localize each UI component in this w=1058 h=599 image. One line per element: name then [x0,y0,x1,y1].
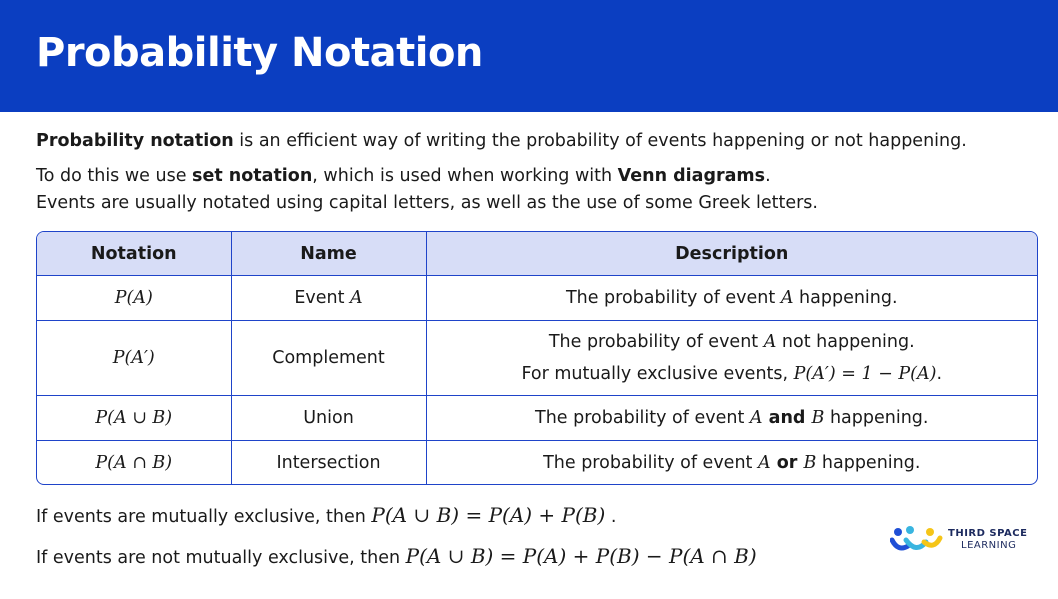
desc-text-b: not happening. [776,332,915,352]
table-row [37,276,1037,321]
term-probability-notation: Probability notation [36,131,234,151]
desc2-text-a: For mutually exclusive events, [521,364,794,384]
page-title: Probability Notation [36,30,483,76]
desc-math: A [780,288,794,308]
third-space-learning-logo [890,524,1030,556]
term-venn-diagrams: Venn diagrams [617,166,766,186]
intro-p1-text: is an efficient way of writing the probability of events happening or not happening. [233,131,967,151]
desc-text-a: The probability of event [535,408,750,428]
desc-math-2: B [811,408,825,428]
desc-text-b: happening. [824,408,929,428]
intro-paragraph-2 [36,163,1046,190]
name-math: A [350,288,363,308]
desc-text-a: The probability of event [548,332,764,352]
description-cell [426,441,1037,486]
intro-paragraph-1 [36,128,1046,155]
notation-formula: P(A′) [112,348,155,368]
header-description: Description [426,232,1037,276]
name-cell: Union [231,396,426,441]
logo-mark-icon [890,524,944,556]
name-text: Event [294,288,351,308]
rule-1-text: If events are mutually exclusive, then [36,507,372,527]
name-cell: Complement [231,321,426,396]
notation-cell [37,321,231,396]
desc-text-a: The probability of event [565,288,781,308]
intro-paragraph-3: Events are usually notated using capital letters, as well as the use of some Greek letters. [36,193,818,213]
name-cell [231,276,426,321]
desc2-math: P(A′) = 1 − P(A) [793,364,937,384]
header-notation: Notation [37,232,231,276]
desc-math-2: B [803,453,817,473]
table-row [37,396,1037,441]
rule-2-formula: P(A ∪ B) = P(A) + P(B) − P(A ∩ B) [405,544,757,568]
table-row [37,321,1037,396]
desc2-text-b: . [936,364,943,384]
notation-table [36,231,1038,485]
title-banner [0,0,1058,112]
desc-text-b: happening. [793,288,898,308]
rule-1-end: . [605,507,617,527]
notation-cell [37,441,231,486]
rule-1-formula: P(A ∪ B) = P(A) + P(B) [371,503,606,527]
intro-p2-text-c: . [765,166,771,186]
desc-line-1 [427,326,1038,358]
intro-p2-text-b: , which is used when working with [312,166,618,186]
table-row [37,441,1037,486]
notation-cell [37,276,231,321]
table-header-row [37,232,1037,276]
desc-text-b: happening. [816,453,921,473]
notation-formula: P(A) [114,288,153,308]
logo-line-2: LEARNING [961,540,1017,551]
description-cell [426,321,1037,396]
desc-math: A [763,332,777,352]
desc-math: A [757,453,771,473]
notation-formula: P(A ∩ B) [95,453,173,473]
notation-cell [37,396,231,441]
desc-bold: or [770,453,804,473]
rule-2-text: If events are not mutually exclusive, then [36,548,406,568]
description-cell [426,396,1037,441]
mutually-exclusive-rule [36,503,616,527]
intro-p2-text-a: To do this we use [36,166,193,186]
term-set-notation: set notation [192,166,313,186]
description-cell [426,276,1037,321]
desc-text-a: The probability of event [543,453,758,473]
logo-wordmark [948,528,1027,552]
not-mutually-exclusive-rule [36,544,757,568]
intro-text [36,128,1046,217]
desc-line-2 [427,358,1038,390]
name-cell: Intersection [231,441,426,486]
desc-bold: and [762,408,812,428]
desc-math: A [749,408,763,428]
header-name: Name [231,232,426,276]
logo-line-1: THIRD SPACE [948,528,1028,539]
notation-formula: P(A ∪ B) [95,408,173,428]
